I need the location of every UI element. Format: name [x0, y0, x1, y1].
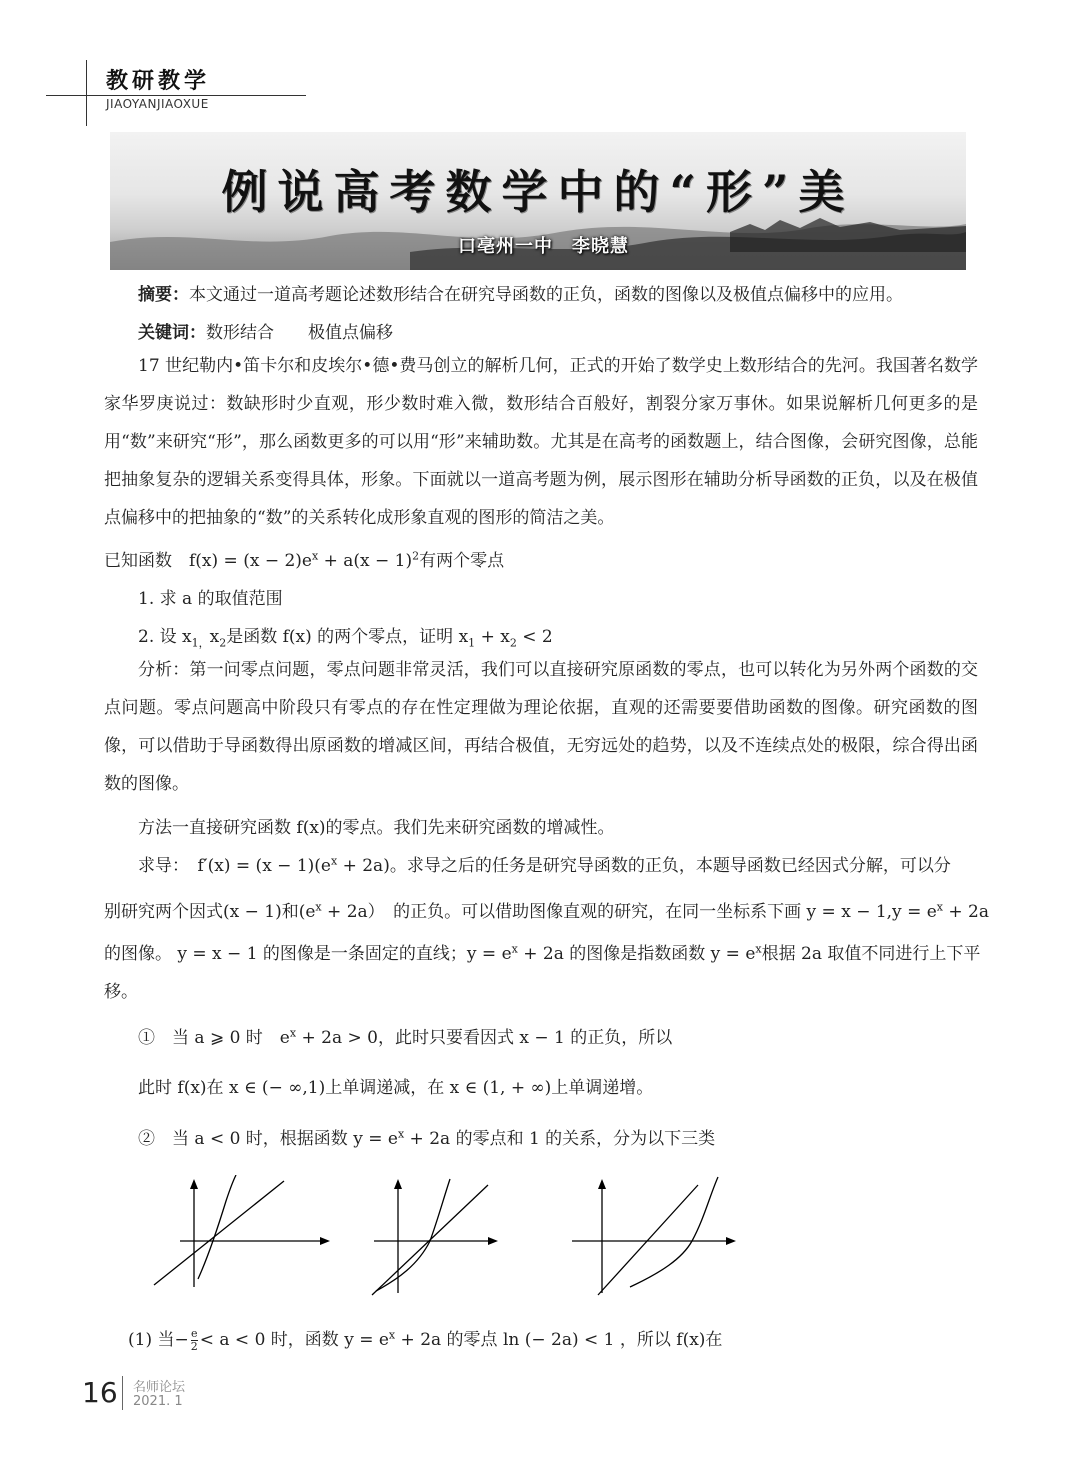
graph-3 [570, 1175, 742, 1299]
section-title: 教研教学 [106, 69, 211, 94]
issue-date: 2021. 1 [133, 1394, 183, 1409]
analysis-paragraph: 分析：第一问零点问题，零点问题非常灵活，我们可以直接研究原函数的零点，也可以转化为另外两个函数的交点问题。零点问题高中阶段只有零点的存在性定理做为理论依据，直观的还需要要借助函数的图像。研究函数的图像，可以借助于导函数得出原函数的增减区间，再结合极值，无穷远处的趋势，以及不连续点处的极限，综合得出函数的图像。 [104, 660, 978, 794]
question-2: 2. 设 $x_{1,}x_2$是函数 f(x) 的两个零点，证明 $x_1 + x_2 < 2$ [138, 627, 553, 650]
abstract-text: 本文通过一道高考题论述数形结合在研究导函数的正负，函数的图像以及极值点偏移中的应用。 [189, 285, 903, 305]
keywords [138, 318, 393, 343]
abstract [138, 280, 903, 305]
case-1: ① 当 a ⩾ 0 时 $e^x + 2a > 0$，此时只要看因式 x − 1 的正负，所以 [138, 1026, 673, 1048]
case-1-conclusion: 此时 f(x)在 x ∈ (− ∞,1)上单调递减，在 x ∈ (1, + ∞)上单调递增。 [138, 1078, 654, 1098]
derivative-line-3: 的图像。 y = x − 1 的图像是一条固定的直线；$y = e^x + 2a$ 的图像是指数函数 $y = e^x$根据 2a 取值不同进行上下平 [104, 942, 981, 964]
author-line: 口亳州一中 李晓慧 [458, 236, 629, 257]
question-1: 1. 求 a 的取值范围 [138, 589, 283, 609]
case-2: ② 当 a < 0 时，根据函数 $y = e^x + 2a$ 的零点和 1 的关系，分为以下三类 [138, 1127, 716, 1149]
sub-case-1: (1) 当− $\frac{e}{2}$ < a < 0 时，函数 $y = e^x + 2a$ 的零点 ln (− 2a) < 1 ，所以 f(x)在 [128, 1327, 723, 1353]
derivative-line-1: 求导： $f'(x) = (x - 1)(e^x + 2a)$。求导之后的任务是研究导函数的正负，本题导函数已经因式分解，可以分 [138, 854, 951, 876]
keywords-text: 数形结合 极值点偏移 [206, 323, 393, 343]
problem-statement: 已知函数 $f(x) = (x - 2)e^x + a(x - 1)^2$有两个零点 [104, 549, 505, 571]
section-subtitle: JIAOYANJIAOXUE [106, 97, 209, 111]
title-banner [110, 132, 966, 270]
graph-2 [368, 1175, 500, 1299]
graph-1 [150, 1175, 332, 1293]
page-number: 16 [82, 1376, 118, 1409]
intro-paragraph: 17 世纪勒内•笛卡尔和皮埃尔•德•费马创立的解析几何，正式的开始了数学史上数形结合的先河。我国著名数学家华罗庚说过：数缺形时少直观，形少数时难入微，数形结合百般好，割裂分家万事休。如果说解析几何更多的是用“数”来研究“形”，那么函数更多的可以用“形”来辅助数。尤其是在高考的函数题上，结合图像，会研究图像，总能把抽象复杂的逻辑关系变得具体，形象。下面就以一道高考题为例，展示图形在辅助分析导函数的正负，以及在极值点偏移中的把抽象的“数”的关系转化成形象直观的图形的简洁之美。 [104, 356, 978, 528]
header-rule [46, 95, 306, 96]
footer-divider [122, 1376, 123, 1410]
header-vertical-rule [86, 60, 87, 126]
method-one: 方法一直接研究函数 f(x)的零点。我们先来研究函数的增减性。 [138, 818, 615, 838]
abstract-label: 摘要： [138, 285, 189, 305]
magazine-name: 名师论坛 [133, 1380, 186, 1395]
article-title: 例说高考数学中的“形”美 [221, 165, 855, 219]
keywords-label: 关键词： [138, 323, 206, 343]
derivative-line-4: 移。 [104, 982, 138, 1002]
derivative-line-2: 别研究两个因式(x − 1)和$(e^x + 2a)$ 的正负。可以借助图像直观的研究，在同一坐标系下画 $y = x - 1,y = e^x + 2a$ [104, 900, 990, 922]
